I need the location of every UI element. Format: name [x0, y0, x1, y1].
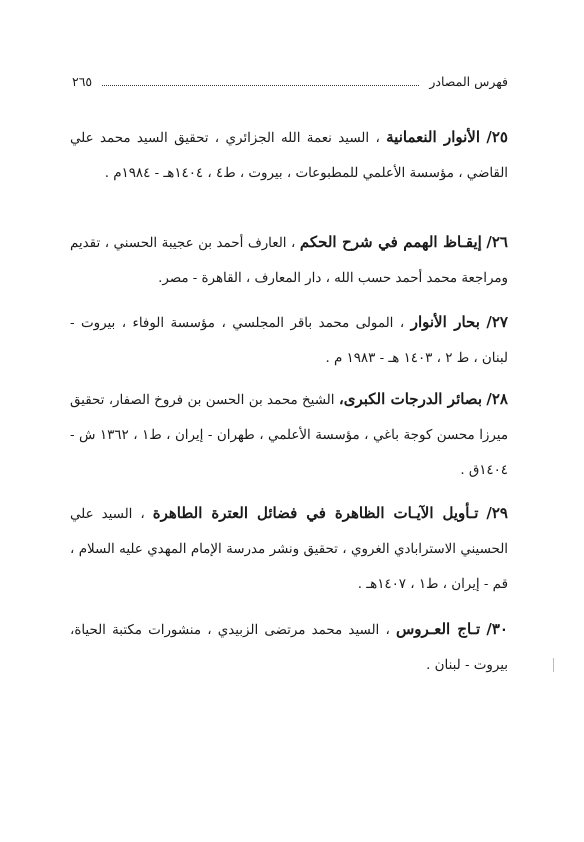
entry-details: ، العارف أحمد بن عجيبة الحسني ، تقديم ومراجعة محمد أحمد حسب الله ، دار المعارف ، القاهرة - مصر. — [70, 236, 508, 286]
bibliography-entry-30 — [70, 612, 508, 683]
bibliography-entry-25 — [70, 120, 508, 191]
page-number: ٢٦٥ — [72, 73, 93, 89]
entry-title: إيقـاظ الهمم في شرح الحكم — [299, 233, 482, 251]
entry-number: ٢٥/ — [486, 128, 508, 146]
entry-title: بحار الأنوار — [410, 313, 480, 331]
bibliography-entry-28 — [70, 382, 508, 488]
header-title: فهرس المصادر — [429, 73, 508, 89]
page-header — [72, 70, 508, 92]
bibliography-entry-29 — [70, 496, 508, 602]
scan-margin-mark — [553, 658, 554, 672]
entry-number: ٢٨/ — [486, 390, 508, 408]
entry-title: الأنوار النعمانية — [386, 128, 481, 146]
bibliography-entry-26 — [70, 225, 508, 296]
entry-details: ، المولى محمد باقر المجلسي ، مؤسسة الوفاء ، بيروت - لبنان ، ط ٢ ، ١٤٠٣ هـ - ١٩٨٣ م . — [70, 316, 508, 366]
entry-title: تـأويل الآيـات الظاهرة في فضائل العترة الطاهرة — [152, 504, 479, 522]
entry-title: بصائر الدرجات الكبرى، — [338, 390, 482, 408]
bibliography-entry-27 — [70, 305, 508, 376]
entry-title: تـاج العـروس — [395, 620, 481, 638]
entry-details: ، السيد علي الحسيني الاسترابادي الغروي ، تحقيق ونشر مدرسة الإمام المهدي عليه السلام ، قم - إيران ، ط١ ، ١٤٠٧هـ . — [70, 507, 508, 592]
entry-details: الشيخ محمد بن الحسن بن فروخ الصفار، تحقيق ميرزا محسن كوجة باغي ، مؤسسة الأعلمي ، طهران - إيران ، ط١ ، ١٣٦٢ ش - ١٤٠٤ق . — [70, 393, 509, 478]
entry-number: ٢٦/ — [486, 233, 508, 251]
entry-number: ٣٠/ — [486, 620, 508, 638]
entry-details: ، السيد نعمة الله الجزائري ، تحقيق السيد محمد علي القاضي ، مؤسسة الأعلمي للمطبوعات ، بيروت ، ط٤ ، ١٤٠٤هـ - ١٩٨٤م . — [70, 131, 508, 181]
entry-number: ٢٩/ — [486, 504, 508, 522]
header-dot-leader — [102, 76, 419, 86]
entry-number: ٢٧/ — [486, 313, 508, 331]
entry-details: ، السيد محمد مرتضى الزبيدي ، منشورات مكتبة الحياة، بيروت - لبنان . — [70, 623, 508, 673]
